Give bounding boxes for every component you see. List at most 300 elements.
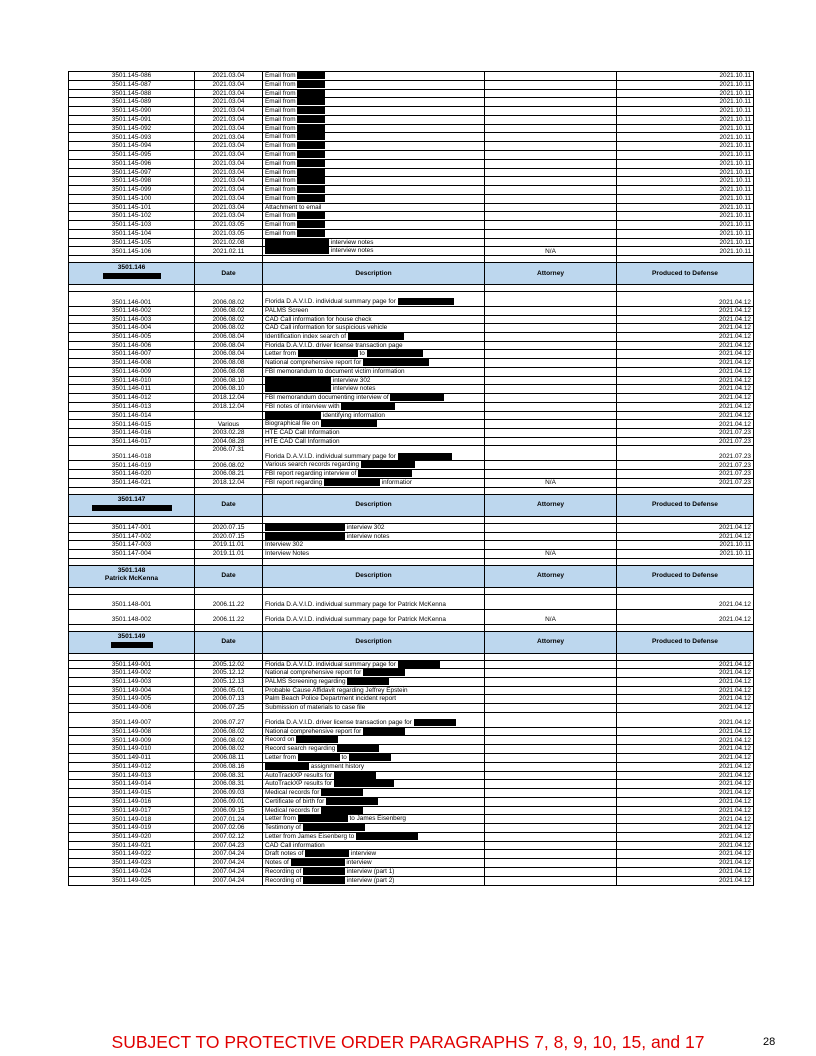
description-cell	[263, 727, 485, 736]
cell-text: 2019.11.01	[212, 549, 245, 557]
cell-text: Attorney	[536, 269, 565, 277]
cell-text: 3501.149-009	[111, 736, 152, 744]
description-cell	[263, 411, 485, 420]
produced-cell	[617, 669, 754, 678]
ref-cell	[69, 461, 195, 470]
cell-text: 3501.149-012	[111, 762, 152, 770]
ref-cell	[69, 753, 195, 762]
attorney-cell	[485, 876, 617, 885]
date-cell	[195, 437, 263, 446]
redaction-block	[303, 877, 345, 884]
attorney-cell	[485, 394, 617, 403]
table-row	[69, 841, 754, 850]
cell-text: 2006.07.31	[212, 446, 245, 454]
section-ref-cell	[69, 494, 195, 516]
cell-text: 2021.04.12	[719, 824, 751, 832]
date-cell	[195, 753, 263, 762]
produced-cell	[617, 876, 754, 885]
table-row	[69, 367, 754, 376]
cell-text: 2021.04.12	[719, 307, 751, 315]
redaction-block	[321, 789, 363, 796]
header-produced	[617, 631, 754, 653]
cell-text: 2021.04.12	[719, 350, 751, 358]
cell-text: 2006.07.13	[212, 695, 245, 703]
cell-text: 2021.03.04	[212, 133, 245, 141]
description-cell	[263, 695, 485, 704]
produced-cell	[617, 159, 754, 168]
cell-text: 3501.147-002	[111, 532, 152, 540]
ref-cell	[69, 429, 195, 438]
attorney-cell	[485, 89, 617, 98]
cell-text: 2021.10.11	[719, 133, 751, 141]
attorney-cell	[485, 686, 617, 695]
cell-text: Florida D.A.V.I.D. individual summary page for	[265, 452, 398, 460]
ref-cell	[69, 89, 195, 98]
table-row	[69, 461, 754, 470]
cell-text: Produced to Defense	[652, 638, 718, 646]
cell-text: 2021.03.04	[212, 98, 245, 106]
cell-text: 2006.07.27	[212, 719, 245, 727]
cell-text: 3501.145-100	[111, 195, 152, 203]
produced-cell	[617, 238, 754, 247]
attorney-cell	[485, 797, 617, 806]
cell-text: Recording of	[265, 868, 304, 876]
attorney-cell	[485, 315, 617, 324]
date-cell	[195, 177, 263, 186]
cell-text: 3501.146-003	[111, 315, 152, 323]
table-row	[69, 324, 754, 333]
ref-cell	[69, 780, 195, 789]
cell-text: Description	[355, 269, 392, 277]
cell-text: 2007.02.06	[212, 824, 245, 832]
description-cell	[263, 402, 485, 411]
table-row	[69, 833, 754, 842]
cell-text: 2021.03.04	[212, 159, 245, 167]
date-cell	[195, 142, 263, 151]
date-cell	[195, 80, 263, 89]
date-cell	[195, 107, 263, 116]
attorney-cell	[485, 229, 617, 238]
attorney-cell	[485, 333, 617, 342]
cell-text: 2006.08.04	[212, 350, 245, 358]
cell-text: 2021.04.12	[719, 341, 751, 349]
cell-text: 2021.02.08	[212, 238, 245, 246]
date-cell	[195, 420, 263, 429]
cell-text: 2021.04.12	[719, 333, 751, 341]
cell-text: 2021.10.11	[719, 186, 751, 194]
cell-text: Email from	[265, 168, 298, 176]
spacer-row	[69, 587, 754, 594]
produced-cell	[617, 247, 754, 256]
ref-cell	[69, 549, 195, 558]
table-row	[69, 523, 754, 532]
cell-text: 3501.149-006	[111, 704, 152, 712]
date-cell	[195, 806, 263, 815]
cell-text: 2021.10.11	[719, 151, 751, 159]
cell-text: Email from	[265, 230, 298, 238]
cell-text: 2020.07.15	[212, 532, 245, 540]
ref-cell	[69, 876, 195, 885]
redaction-block	[363, 728, 405, 735]
ref-cell	[69, 833, 195, 842]
redaction-block	[265, 239, 329, 246]
cell-text: 3501.149-004	[111, 686, 152, 694]
cell-text: 2005.12.02	[212, 660, 245, 668]
cell-text: 2021.07.23	[719, 429, 751, 437]
redaction-block	[297, 90, 325, 97]
header-date	[195, 565, 263, 587]
cell-text: 3501.146-012	[111, 394, 152, 402]
attorney-cell	[485, 736, 617, 745]
description-cell	[263, 142, 485, 151]
cell-text: 2006.11.22	[212, 600, 245, 608]
produced-cell	[617, 594, 754, 609]
cell-text: 2021.07.23	[719, 479, 751, 487]
redaction-block	[297, 81, 325, 88]
table-row	[69, 753, 754, 762]
attorney-cell	[485, 859, 617, 868]
cell-text: 2020.07.15	[212, 523, 245, 531]
spacer-cell	[485, 487, 617, 494]
redaction-block	[297, 116, 325, 123]
table-row	[69, 727, 754, 736]
cell-text: Email from	[265, 160, 298, 167]
ref-cell	[69, 420, 195, 429]
table-row	[69, 89, 754, 98]
redaction-block	[326, 798, 378, 805]
spacer-row	[69, 624, 754, 631]
cell-text: National comprehensive report for	[265, 359, 364, 367]
cell-text: identifying information	[321, 411, 385, 419]
spacer-cell	[617, 558, 754, 565]
cell-text: FBI memorandum to document victim information	[265, 367, 405, 375]
cell-text: 2021.03.04	[212, 116, 245, 123]
ref-cell	[69, 695, 195, 704]
ref-cell	[69, 437, 195, 446]
table-row	[69, 859, 754, 868]
ref-cell	[69, 736, 195, 745]
cell-text: 3501.146-021	[111, 479, 152, 487]
date-cell	[195, 98, 263, 107]
spacer-cell	[485, 653, 617, 660]
table-row	[69, 686, 754, 695]
cell-text: Patrick McKenna	[104, 574, 159, 582]
cell-text: to	[357, 350, 367, 358]
cell-text: 3501.145-106	[111, 247, 152, 255]
cell-text: HTE CAD Call Information	[265, 429, 340, 437]
table-row	[69, 203, 754, 212]
description-cell	[263, 841, 485, 850]
table-row	[69, 359, 754, 368]
cell-text: Probable Cause Affidavit regarding Jeffrey Epstein	[265, 686, 408, 694]
description-cell	[263, 678, 485, 687]
ref-cell	[69, 212, 195, 221]
description-cell	[263, 247, 485, 256]
cell-text: 2021.04.12	[719, 806, 751, 814]
produced-cell	[617, 523, 754, 532]
ref-cell	[69, 806, 195, 815]
cell-text: 2006.07.25	[212, 704, 245, 712]
description-cell	[263, 394, 485, 403]
table-row	[69, 824, 754, 833]
date-cell	[195, 203, 263, 212]
date-cell	[195, 815, 263, 824]
cell-text: 3501.149-020	[111, 833, 152, 841]
cell-text: 3501.147-004	[111, 549, 152, 557]
attorney-cell	[485, 850, 617, 859]
cell-text: Record on	[265, 736, 297, 744]
produced-cell	[617, 753, 754, 762]
ref-cell	[69, 771, 195, 780]
cell-text: 3501.146-009	[111, 367, 152, 375]
cell-text: 2021.04.12	[719, 719, 751, 727]
redaction-block	[103, 273, 161, 279]
cell-text: Email from	[265, 195, 298, 203]
cell-text: Various search records regarding	[265, 461, 361, 469]
ref-cell	[69, 151, 195, 160]
cell-text: Interview 302	[265, 541, 304, 549]
redaction-block	[297, 186, 325, 193]
ref-cell	[69, 247, 195, 256]
description-cell	[263, 221, 485, 230]
produced-cell	[617, 532, 754, 541]
table-row	[69, 350, 754, 359]
produced-cell	[617, 341, 754, 350]
cell-text: 2006.05.01	[212, 686, 245, 694]
description-cell	[263, 115, 485, 124]
cell-text: 2006.09.15	[212, 806, 245, 814]
produced-cell	[617, 824, 754, 833]
section-ref-cell	[69, 565, 195, 587]
redaction-block	[297, 212, 325, 219]
ref-cell	[69, 867, 195, 876]
attorney-cell	[485, 446, 617, 461]
redaction-block	[348, 333, 404, 340]
table-row	[69, 159, 754, 168]
redaction-block	[111, 642, 153, 648]
cell-text: 3501.147-003	[111, 541, 152, 549]
redaction-block	[398, 298, 454, 305]
cell-text: 2006.08.10	[212, 385, 245, 393]
cell-text: FBI memorandum documenting interview of	[265, 394, 391, 402]
spacer-cell	[485, 558, 617, 565]
date-cell	[195, 341, 263, 350]
produced-cell	[617, 762, 754, 771]
spacer-cell	[69, 256, 195, 263]
redaction-block	[265, 524, 345, 531]
table-row	[69, 292, 754, 307]
cell-text: 2018.12.04	[212, 394, 245, 402]
attorney-cell	[485, 523, 617, 532]
produced-cell	[617, 142, 754, 151]
attorney-cell	[485, 780, 617, 789]
table-row	[69, 745, 754, 754]
ref-cell	[69, 678, 195, 687]
ref-cell	[69, 609, 195, 624]
date-cell	[195, 594, 263, 609]
cell-text: 3501.146-008	[111, 359, 152, 367]
spacer-cell	[69, 587, 195, 594]
ref-cell	[69, 394, 195, 403]
attorney-cell	[485, 695, 617, 704]
redaction-block	[303, 824, 365, 831]
cell-text: 2021.04.12	[719, 523, 751, 531]
attorney-cell	[485, 133, 617, 142]
ref-cell	[69, 815, 195, 824]
cell-text: 3501.145-090	[111, 107, 152, 115]
cell-text: 2021.10.11	[719, 80, 751, 88]
cell-text: Email from	[265, 124, 298, 132]
ref-cell	[69, 594, 195, 609]
table-row	[69, 437, 754, 446]
description-cell	[263, 124, 485, 133]
table-body	[69, 72, 754, 886]
produced-cell	[617, 315, 754, 324]
produced-cell	[617, 704, 754, 713]
cell-text: 3501.149-013	[111, 771, 152, 779]
date-cell	[195, 686, 263, 695]
produced-cell	[617, 446, 754, 461]
cell-text: 3501.145-086	[111, 72, 152, 80]
table-row	[69, 594, 754, 609]
cell-text: 2021.04.12	[719, 833, 751, 841]
attorney-cell	[485, 107, 617, 116]
cell-text: 2006.08.16	[212, 762, 245, 770]
table-row	[69, 168, 754, 177]
cell-text: 3501.145-097	[111, 168, 152, 176]
description-cell	[263, 367, 485, 376]
date-cell	[195, 850, 263, 859]
description-cell	[263, 815, 485, 824]
ref-cell	[69, 446, 195, 461]
attorney-cell	[485, 402, 617, 411]
description-cell	[263, 541, 485, 550]
cell-text: 2021.10.11	[719, 124, 751, 132]
cell-text: 3501.149-008	[111, 727, 152, 735]
cell-text: 2021.03.04	[212, 177, 245, 185]
cell-text: Florida D.A.V.I.D. driver license transaction page	[265, 341, 403, 349]
table-row	[69, 341, 754, 350]
date-cell	[195, 736, 263, 745]
attorney-cell	[485, 177, 617, 186]
description-cell	[263, 151, 485, 160]
attorney-cell	[485, 359, 617, 368]
spacer-row	[69, 285, 754, 292]
cell-text: 3501.149-017	[111, 806, 152, 814]
attorney-cell	[485, 307, 617, 316]
header-description	[263, 494, 485, 516]
table-row	[69, 678, 754, 687]
redaction-block	[265, 412, 321, 419]
produced-cell	[617, 478, 754, 487]
attorney-cell	[485, 594, 617, 609]
ref-cell	[69, 660, 195, 669]
attorney-cell	[485, 411, 617, 420]
redaction-block	[297, 125, 325, 132]
date-cell	[195, 695, 263, 704]
cell-text: 2021.10.11	[719, 541, 751, 549]
cell-text: 2006.08.11	[212, 754, 245, 762]
attorney-cell	[485, 80, 617, 89]
cell-text: CAD Call information	[265, 841, 325, 849]
cell-text: Email from	[265, 72, 298, 80]
cell-text: 2021.03.05	[212, 229, 245, 237]
redaction-block	[398, 453, 452, 460]
table-row	[69, 98, 754, 107]
spacer-cell	[69, 558, 195, 565]
cell-text: 3501.146-002	[111, 307, 152, 315]
cell-text: 3501.145-096	[111, 159, 152, 167]
produced-cell	[617, 98, 754, 107]
date-cell	[195, 394, 263, 403]
table-row	[69, 394, 754, 403]
cell-text: to	[339, 754, 349, 762]
table-row	[69, 411, 754, 420]
cell-text: 2021.10.11	[719, 168, 751, 176]
spacer-cell	[69, 285, 195, 292]
ref-cell	[69, 359, 195, 368]
cell-text: Email from	[265, 221, 298, 229]
cell-text: 2006.08.02	[212, 745, 245, 753]
cell-text: 2021.10.11	[719, 159, 751, 167]
cell-text: 2021.04.12	[719, 736, 751, 744]
produced-cell	[617, 461, 754, 470]
produced-cell	[617, 712, 754, 727]
ref-cell	[69, 107, 195, 116]
cell-text: interview (part 1)	[345, 868, 395, 876]
description-cell	[263, 159, 485, 168]
cell-text: 2006.08.02	[212, 736, 245, 744]
cell-text: FBI report regarding interview of	[265, 470, 359, 478]
description-cell	[263, 307, 485, 316]
attorney-cell	[485, 124, 617, 133]
cell-text: 3501.149-001	[111, 660, 152, 668]
produced-cell	[617, 797, 754, 806]
produced-cell	[617, 203, 754, 212]
produced-cell	[617, 678, 754, 687]
date-cell	[195, 247, 263, 256]
date-cell	[195, 221, 263, 230]
table-row	[69, 151, 754, 160]
date-cell	[195, 411, 263, 420]
ref-cell	[69, 168, 195, 177]
cell-text: 2021.04.12	[719, 359, 751, 367]
cell-text: Attorney	[536, 501, 565, 509]
redaction-block	[363, 669, 405, 676]
ref-cell	[69, 333, 195, 342]
description-cell	[263, 876, 485, 885]
page-number: 28	[763, 1036, 776, 1048]
cell-text: 3501.149-019	[111, 824, 152, 832]
ref-cell	[69, 541, 195, 550]
description-cell	[263, 238, 485, 247]
description-cell	[263, 806, 485, 815]
date-cell	[195, 212, 263, 221]
cell-text: 3501.145-101	[111, 203, 152, 211]
table-row	[69, 532, 754, 541]
cell-text: 3501.145-099	[111, 186, 152, 194]
cell-text: 3501.146-004	[111, 324, 152, 332]
spacer-cell	[195, 487, 263, 494]
produced-cell	[617, 850, 754, 859]
cell-text: 3501.146-018	[111, 452, 152, 460]
cell-text: 3501.146-015	[111, 420, 152, 428]
attorney-cell	[485, 461, 617, 470]
cell-text: 2018.12.04	[212, 402, 245, 410]
cell-text: 2021.10.11	[719, 177, 751, 185]
produced-cell	[617, 229, 754, 238]
cell-text: 2021.03.04	[212, 186, 245, 194]
